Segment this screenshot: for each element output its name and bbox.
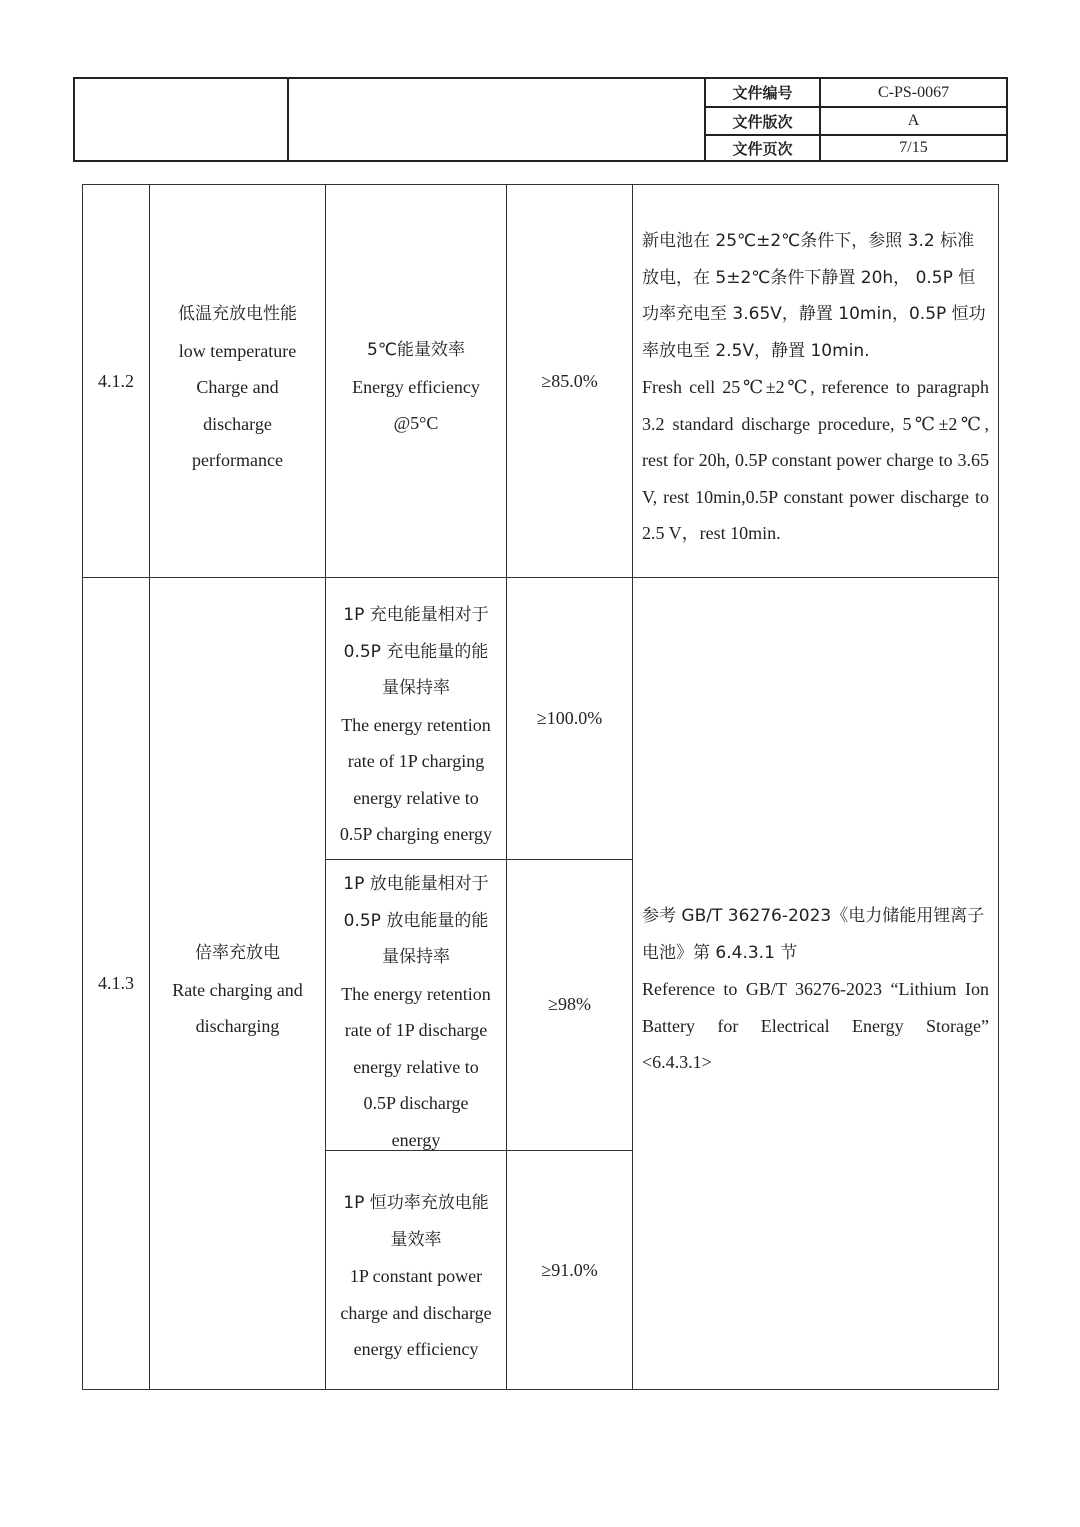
row-number: 4.1.2 [98, 370, 134, 391]
test-parameter-en: The energy retention [341, 983, 491, 1004]
test-parameter [326, 866, 506, 1158]
doc-number-label: 文件编号 [732, 84, 793, 102]
test-parameter-en: 0.5P discharge [363, 1093, 469, 1113]
test-method-cn: 放电，在 5±2℃条件下静置 20h， 0.5P 恒 [642, 267, 976, 288]
test-parameter-en: Energy efficiency [352, 376, 480, 397]
test-item [150, 935, 325, 1045]
test-method-en: Reference to GB/T 36276-2023 “Lithium Ion Battery for Electrical Energy Storage” <6.4.3.1> [642, 979, 989, 1072]
test-parameter-cn: 0.5P 充电能量的能 [343, 641, 489, 662]
test-method-cn: 率放电至 2.5V，静置 10min. [642, 340, 870, 361]
test-parameter [326, 1185, 506, 1368]
test-parameter-en: energy relative to [353, 787, 479, 808]
test-item-en: low temperature [178, 340, 297, 361]
test-method-cn: 功率充电至 3.65V，静置 10min，0.5P 恒功 [642, 304, 986, 324]
test-parameter-en: charge and discharge [340, 1302, 492, 1323]
test-parameter-cn: 5℃能量效率 [367, 340, 465, 360]
spec-table [82, 184, 999, 1390]
test-parameter-en: rate of 1P discharge [344, 1020, 488, 1040]
test-parameter-cn: 1P 充电能量相对于 [343, 605, 489, 625]
test-parameter-cn: 1P 恒功率充放电能 [343, 1193, 489, 1213]
test-parameter-cn: 量效率 [390, 1229, 442, 1250]
requirement-value: ≥85.0% [541, 370, 598, 391]
test-parameter-cn: 量保持率 [382, 678, 450, 698]
test-method-cn: 电池》第 6.4.3.1 节 [642, 942, 798, 963]
row-number: 4.1.3 [98, 973, 134, 993]
document-header [73, 77, 1008, 162]
test-item-en: performance [192, 450, 283, 470]
test-method-cn: 参考 GB/T 36276-2023《电力储能用锂离子 [642, 906, 985, 926]
test-item-cn: 低温充放电性能 [178, 304, 297, 324]
header-divider [287, 79, 289, 160]
test-parameter [326, 332, 506, 442]
test-parameter-en: energy [391, 1129, 441, 1150]
test-parameter-en: rate of 1P charging [347, 751, 485, 771]
doc-number-value: C-PS-0067 [877, 83, 950, 101]
test-method-en: Fresh cell 25℃±2℃, reference to paragraph 3.2 standard discharge procedure, 5℃±2℃, rest for 20h, 0.5P constant power charge to 3.65 V, rest 10min,0.5P constant power discharge to 2.5 V，rest 10min. [642, 377, 989, 543]
test-parameter-en: 1P constant power [349, 1266, 483, 1286]
test-item-en: discharging [195, 1016, 280, 1036]
test-method [642, 223, 989, 552]
test-parameter-en: energy efficiency [353, 1339, 479, 1359]
test-item-en: Charge and [196, 377, 279, 397]
test-parameter-en: @5°C [393, 413, 439, 433]
test-item-en: Rate charging and [172, 979, 303, 1000]
test-parameter-en: energy relative to [353, 1056, 479, 1077]
requirement-value: ≥100.0% [536, 707, 603, 728]
doc-page-label: 文件页次 [732, 139, 793, 158]
test-parameter-en: 0.5P charging energy [339, 824, 493, 844]
test-item-en: discharge [203, 413, 272, 434]
requirement-value: ≥98% [548, 994, 591, 1014]
column-divider [632, 185, 633, 1390]
test-parameter-en: The energy retention [341, 714, 491, 735]
test-parameter-cn: 量保持率 [382, 947, 450, 967]
test-parameter-cn: 0.5P 放电能量的能 [343, 910, 489, 931]
test-parameter-cn: 1P 放电能量相对于 [343, 874, 489, 894]
doc-version-label: 文件版次 [732, 112, 793, 131]
test-parameter [326, 597, 506, 853]
test-method [642, 898, 989, 1081]
test-method-cn: 新电池在 25℃±2℃条件下，参照 3.2 标准 [642, 231, 975, 251]
test-item-cn: 倍率充放电 [195, 943, 280, 963]
doc-version-value: A [907, 112, 920, 129]
requirement-value: ≥91.0% [541, 1259, 598, 1280]
doc-page-value: 7/15 [899, 139, 928, 156]
test-item [150, 296, 325, 479]
